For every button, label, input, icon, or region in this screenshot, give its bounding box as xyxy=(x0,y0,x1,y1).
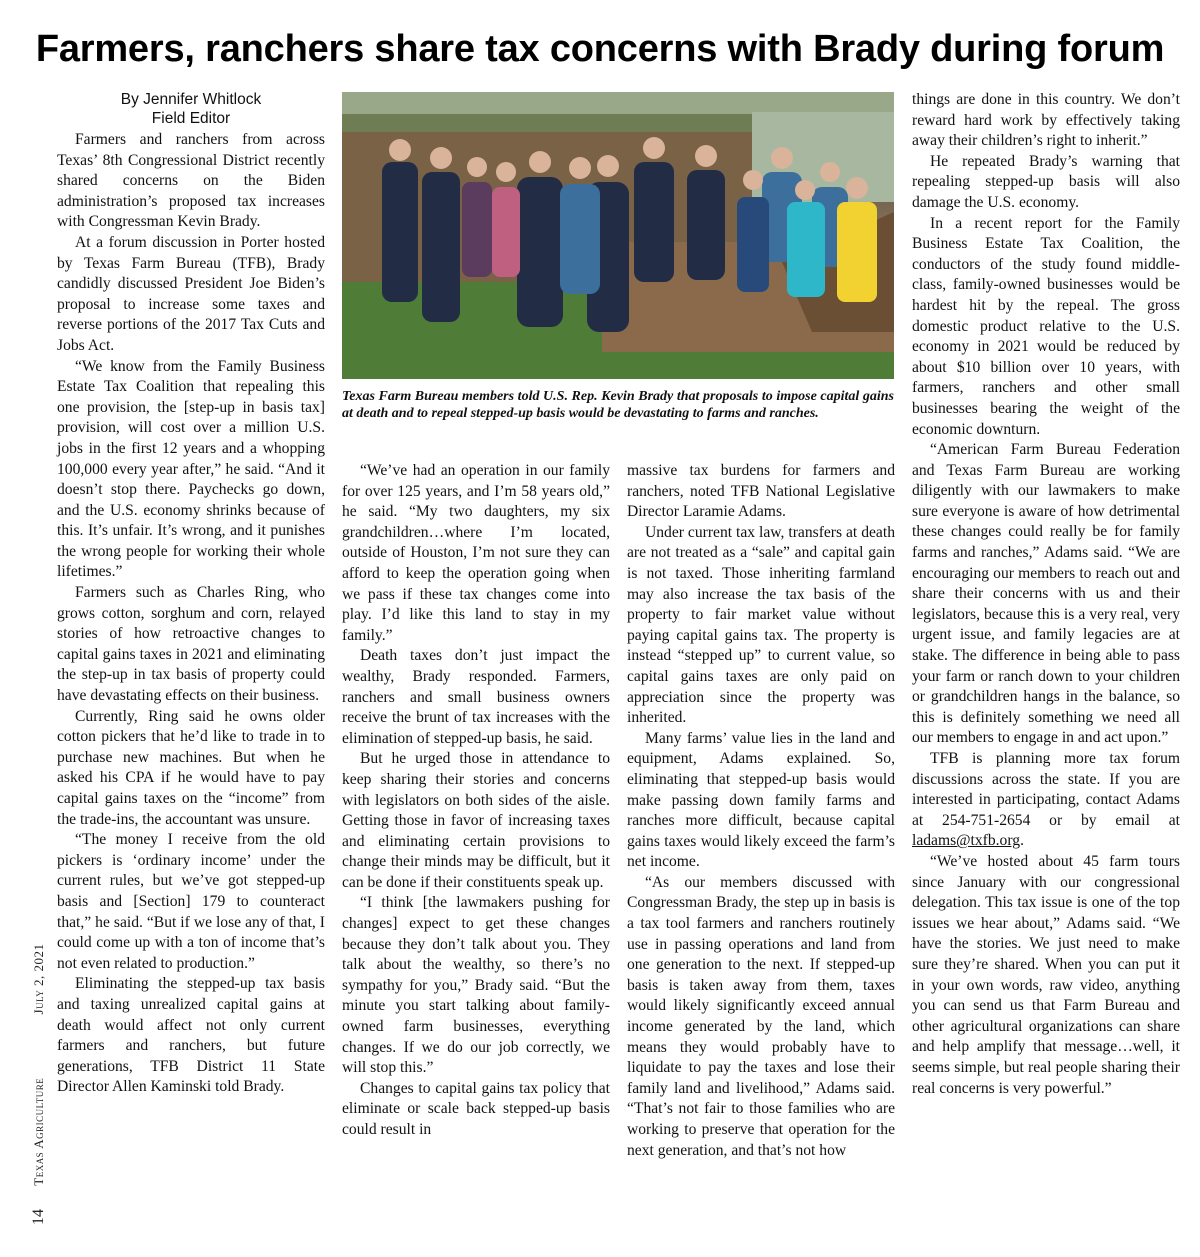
paragraph: “We know from the Family Business Estate Tax Coalition that repealing this one provision, the [step-up in basis tax] provision, will cost over a million U.S. jobs in the first 12 years and a whopping 100,000 every year after,” he said. “And it doesn’t stop there. Paychecks go down, and the U.S. economy shrinks because of this. It’s unfair. It’s wrong, and it punishes the wrong people for working their whole lifetimes.” xyxy=(57,357,325,581)
paragraph: “As our members discussed with Congressman Brady, the step up in basis is a tax tool farmers and ranchers routinely use in passing operations and land from one generation to the next. If stepped-up basis is taken away from them, taxes would likely significantly exceed annual income generated by the land, which means they would probably have to liquidate to pay the taxes and lose their family land and livelihood,” Adams said. “That’s not fair to those families who are working to preserve that operation for the next generation, and that’s not how xyxy=(627,873,895,1159)
paragraph: But he urged those in attendance to keep sharing their stories and concerns with legislators on both sides of the aisle. Getting those in favor of increasing taxes and eliminating certain provisions to change their minds may be difficult, but it can be done if their constituents speak up. xyxy=(342,750,610,891)
byline-author: By Jennifer Whitlock xyxy=(120,91,262,108)
byline xyxy=(57,90,325,128)
paragraph: Eliminating the stepped-up tax basis and taxing unrealized capital gains at death would affect not only current farmers and ranchers, but future generations, TFB District 11 State Director Allen Kaminski told Brady. xyxy=(57,975,325,1096)
paragraph: “We’ve hosted about 45 farm tours since January with our congressional delegation. This tax issue is one of the top issues we hear about,” Adams said. “We have the stories. We just need to make sure they’re shared. When you can put it in your own words, raw video, anything you can send us that Farm Bureau and other agricultural organizations can share and help amplify that message…well, it seems simple, but real people sharing their real concerns is very powerful.” xyxy=(912,852,1180,1097)
article-column-3 xyxy=(627,461,895,1161)
paragraph: At a forum discussion in Porter hosted by Texas Farm Bureau (TFB), Brady candidly discussed President Joe Biden’s proposal to increase some taxes and reverse portions of the 2017 Tax Cuts and Jobs Act. xyxy=(57,233,325,354)
paragraph: He repeated Brady’s warning that repealing stepped-up basis will also damage the U.S. economy. xyxy=(912,152,1180,211)
paragraph: “We’ve had an operation in our family for over 125 years, and I’m 58 years old,” he said. “My two daughters, my six grandchildren…where I’m located, outside of Houston, I’m not sure they can afford to keep the operation going when we pass if these tax changes come into play. I’d like this land to stay in my family.” xyxy=(342,462,610,644)
paragraph: Changes to capital gains tax policy that eliminate or scale back stepped-up basis could result in xyxy=(342,1079,610,1138)
group-photo xyxy=(342,92,894,379)
paragraph: Farmers and ranchers from across Texas’ 8th Congressional District recently shared concerns on the Biden administration’s proposed tax increases with Congressman Kevin Brady. xyxy=(57,131,325,231)
paragraph: “The money I receive from the old pickers is ‘ordinary income’ under the current rules, but we’ve got stepped-up basis and [Section] 179 to counteract that,” he said. “But if we lose any of that, I could come up with a ton of income that’s not even related to production.” xyxy=(57,831,325,972)
paragraph: Currently, Ring said he owns older cotton pickers that he’d like to trade in to purchase new machines. But when he asked his CPA if he would have to pay capital gains taxes on the “income” from the trade-ins, the accountant was unsure. xyxy=(57,707,325,828)
article-column-4 xyxy=(912,90,1180,1099)
paragraph: In a recent report for the Family Business Estate Tax Coalition, the conductors of the study found middle-class, family-owned businesses would be hardest hit by the repeal. The gross domestic product relative to the U.S. economy in 2021 would be reduced by about $10 billion over 10 years, with farmers, ranchers and other small businesses bearing the weight of the economic downturn. xyxy=(912,214,1180,438)
contact-paragraph xyxy=(912,749,1180,852)
contact-text-end: . xyxy=(1020,832,1024,850)
group-photo-illustration xyxy=(342,92,894,379)
email-link[interactable]: ladams@txfb.org xyxy=(912,832,1021,850)
paragraph: Under current tax law, transfers at death are not treated as a “sale” and capital gain is not taxed. Those inheriting farmland may also increase the tax basis of the property to fair market value without paying capital gains tax. The property is instead “stepped up” to current value, so capital gains taxes are only paid on appreciation since the property was inherited. xyxy=(627,523,895,727)
article-column-2 xyxy=(342,461,610,1141)
article-column-1 xyxy=(57,90,325,1098)
contact-text: TFB is planning more tax forum discussions across the state. If you are interested in participating, contact Adams at 254-751-2654 or by email at xyxy=(912,750,1180,829)
paragraph: massive tax burdens for farmers and ranchers, noted TFB National Legislative Director Laramie Adams. xyxy=(627,462,895,521)
headline: Farmers, ranchers share tax concerns with Brady during forum xyxy=(35,28,1165,70)
publication-name: Texas Agriculture xyxy=(31,1077,46,1186)
paragraph: things are done in this country. We don’t reward hard work by effectively taking away their children’s right to inherit.” xyxy=(912,91,1180,150)
paragraph: “I think [the lawmakers pushing for changes] expect to get these changes because they don’t talk about you. They talk about the wealthy, so there’s no sympathy for you,” Brady said. “But the minute you start talking about family-owned farm businesses, everything changes. If we do our job correctly, we will stop this.” xyxy=(342,894,610,1077)
photo-caption: Texas Farm Bureau members told U.S. Rep. Kevin Brady that proposals to impose capital gains at death and to repeal stepped-up basis would be devastating to farms and ranches. xyxy=(342,389,894,421)
byline-role: Field Editor xyxy=(151,110,231,127)
paragraph: Death taxes don’t just impact the wealthy, Brady responded. Farmers, ranchers and small business owners receive the brunt of tax increases with the elimination of stepped-up basis, he said. xyxy=(342,647,610,747)
page-number: 14 xyxy=(30,1209,47,1225)
paragraph: “American Farm Bureau Federation and Texas Farm Bureau are working diligently with our lawmakers to make sure everyone is aware of how detrimental these changes could really be for family farms and ranches,” Adams said. “We are encouraging our members to reach out and share their concerns with us and their legislators, because this is a very real, very urgent issue, and family legacies are at stake. The difference in being able to pass your farm or ranch down to your children or grandchildren hangs in the balance, so this is definitely something we need all our members to engage in and act upon.” xyxy=(912,441,1180,747)
paragraph: Many farms’ value lies in the land and equipment, Adams explained. So, eliminating that stepped-up basis would make passing down family farms and ranches more difficult, because capital gains taxes would likely exceed the farm’s net income. xyxy=(627,729,895,871)
page-folio xyxy=(30,944,48,1225)
issue-date: July 2, 2021 xyxy=(31,943,46,1015)
paragraph: Farmers such as Charles Ring, who grows cotton, sorghum and corn, relayed stories of how retroactive changes to capital gains taxes in 2021 and eliminating the step-up in tax basis of property could have devastating effects on their business. xyxy=(57,584,325,705)
